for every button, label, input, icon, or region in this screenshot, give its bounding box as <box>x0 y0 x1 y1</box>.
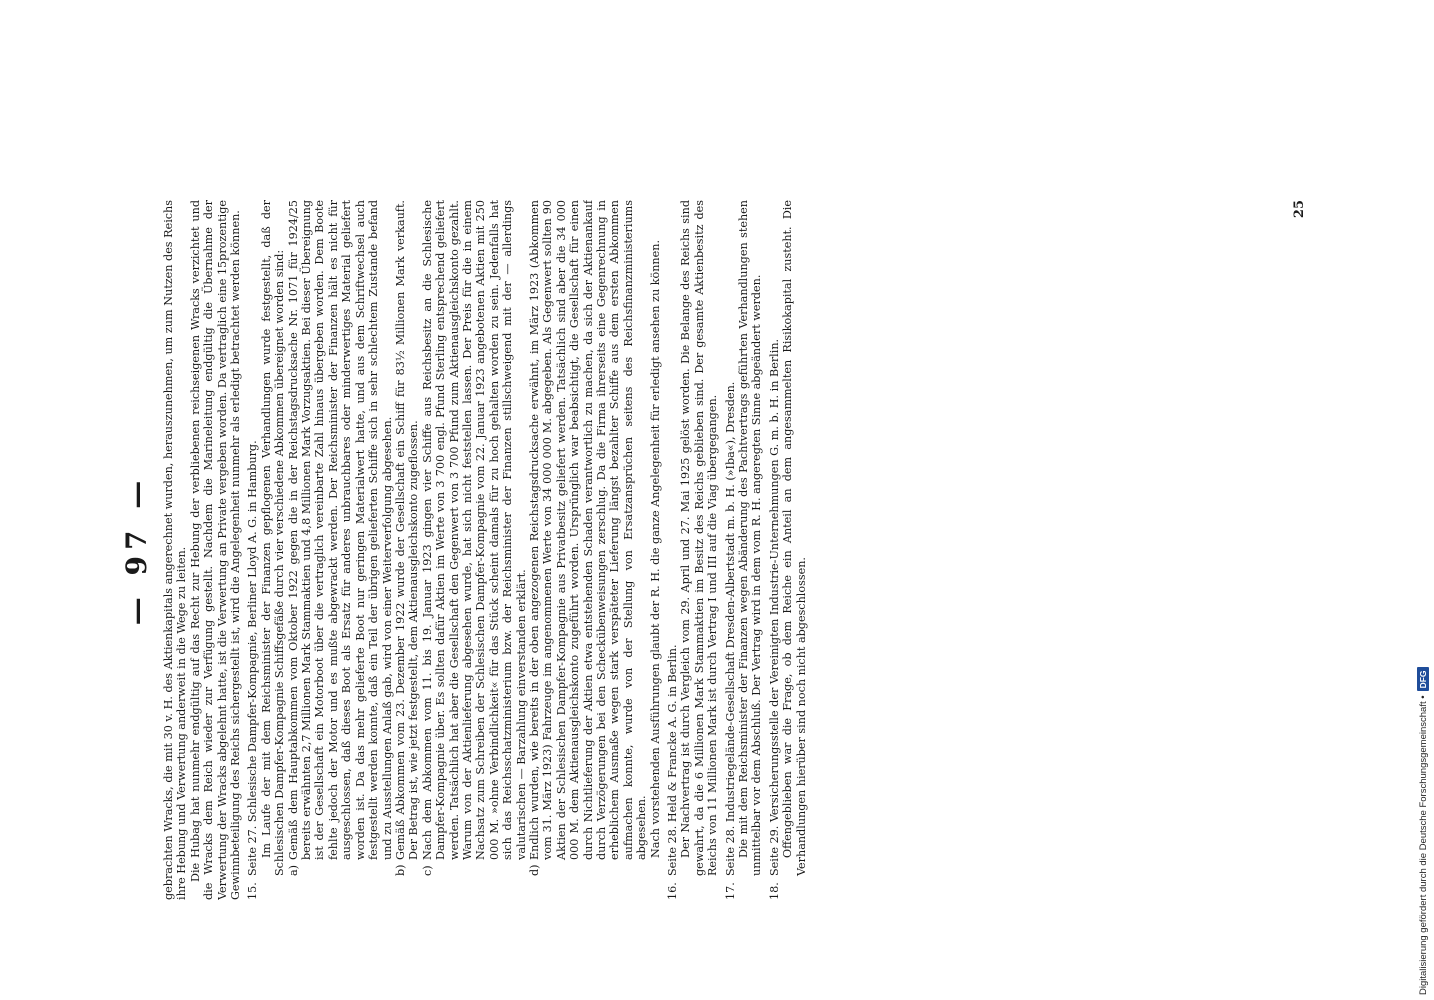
entry-heading: Seite 28. Held & Francke A. G. in Berlin. <box>666 644 680 876</box>
document-body <box>162 200 1287 900</box>
entry-text: Im Laufe der mit dem Reichsminister der Finanzen gepflogenen Verhandlungen wurde festgestellt, daß der Schlesischen Dampfer-Kompagnie Schiffsgefäße durch vier verschiedene Abkommen übereignet worden sind: <box>259 200 287 876</box>
entry-heading: Seite 29. Versicherungsstelle der Vereinigten Industrie-Unternehmungen G. m. b. H. in Berlin. <box>767 338 781 876</box>
sub-item-d <box>528 200 649 876</box>
entry-number: 17. <box>723 882 737 900</box>
entry-closing: Nach vorstehenden Ausführungen glaubt der R. H. die ganze Angelegenheit für erledigt ansehen zu können. <box>648 239 662 858</box>
sub-label: d) <box>527 864 541 876</box>
entry-heading: Seite 27. Schlesische Dampfer-Kompagnie, Berliner Lloyd A. G. in Hamburg. <box>246 440 260 876</box>
entry-17 <box>724 200 764 900</box>
sub-item-c <box>421 200 528 876</box>
entry-15 <box>246 200 662 900</box>
dfg-logo-icon: DFG <box>1417 667 1429 691</box>
entry-16 <box>666 200 720 900</box>
entry-text: Der Nachvertrag ist durch Vergleich vom 29. April und 27. Mai 1925 gelöst worden. Die Belange des Reichs sind gewahrt, da die 6 Millionen Mark Stammaktien im Besitz des Reichs geblieben sind. Der gesamte Aktienbesitz des Reichs von 11 Millionen Mark ist durch Vertrag I und III auf die Viag übergegangen. <box>679 200 720 876</box>
entry-heading: Seite 28. Industriegelände-Gesellschaft Dresden-Albertstadt m. b. H. (»Iba«), Dresden. <box>723 381 737 876</box>
sub-label: a) <box>286 864 300 876</box>
entry-number: 16. <box>666 882 680 900</box>
sub-item-a <box>287 200 394 876</box>
sub-text: Gemäß Abkommen vom 23. Dezember 1922 wurde der Gesellschaft ein Schiff für 83½ Millionen Mark verkauft. Der Betrag ist, wie jetzt festgestellt, dem Aktienausgleichskonto zugeflossen. <box>393 200 421 860</box>
intro-paragraph-2: Die Hubag hat nunmehr endgültig auf das Recht zur Hebung der verbliebenen reichseigenen Wracks verzichtet und die Wracks dem Reich wieder zur Verfügung gestellt. Nachdem die Marineleitung endgültig die Übernahme der Verwertung der Wracks abgelehnt hatte, ist die Verwertung an Private vergeben worden. Da vertraglich eine 15prozentige Gewinnbeteiligung des Reichs sichergestellt ist, wird die Angelegenheit nunmehr als erledigt betrachtet werden können. <box>188 200 243 900</box>
signature-mark: 25 <box>1292 200 1307 219</box>
entry-number: 18. <box>767 882 781 900</box>
sub-text: Nach dem Abkommen vom 11. bis 19. Januar 1923 gingen vier Schiffe aus Reichsbesitz an die Schlesische Dampfer-Kompagnie über. Es sollten dafür Aktien im Werte von 3 700 engl. Pfund Sterling entsprechend geliefert werden. Tatsächlich hat aber die Gesellschaft den Gegenwert von 3 700 Pfund zum Aktienausgleichskonto gezahlt. Warum von der Aktienlieferung abgesehen wurde, hat sich nicht feststellen lassen. Der Preis für die in einem Nachsatz zum Schreiben der Schlesischen Dampfer-Kompagnie vom 22. Januar 1923 angebotenen Aktien mit 250 000 M. »ohne Verbindlichkeit« für das Stück scheint damals für zu hoch gehalten worden zu sein. Jedenfalls hat sich das Reichsschatzministerium bzw. der Reichsminister der Finanzen stillschweigend mit der — allerdings valutarischen — Barzahlung einverstanden erklärt. <box>420 200 528 860</box>
sub-item-b <box>394 200 421 876</box>
entry-number: 15. <box>246 882 260 900</box>
dfg-credit <box>1416 495 1430 995</box>
page-header: — 97 — <box>120 474 153 626</box>
sub-text: Gemäß dem Hauptabkommen vom Oktober 1922 gegen die in der Reichstagsdrucksache Nr. 1071 für 1924/25 bereits erwähnten 2,7 Millionen Mark Stammaktien und 4,8 Millionen Mark Vorzugsaktien. Bei dieser Übereignung ist der Gesellschaft ein Motorboot über die vertraglich vereinbarte Zahl hinaus übergeben worden. Dem Boote fehlte jedoch der Motor und es mußte abgewrackt werden. Der Reichsminister der Finanzen hält es nicht für ausgeschlossen, daß dieses Boot als Ersatz für anderes unbrauchbares oder minderwertiges Material geliefert worden ist. Da das mehr gelieferte Boot nur geringen Materialwert hatte, und aus dem Schriftwechsel auch festgestellt werden konnte, daß ein Teil der übrigen gelieferten Schiffe sich in sehr schlechtem Zustande befand und zu Ausstellungen Anlaß gab, wird von einer Weiterverfolgung abgesehen. <box>286 200 394 860</box>
rotated-page <box>120 200 1320 900</box>
sub-label: b) <box>393 864 407 876</box>
entry-text: Die mit dem Reichsminister der Finanzen wegen Abänderung des Pachtvertrags geführten Verhandlungen stehen unmittelbar vor dem Abschluß. Der Vertrag wird in dem vom R. H. angeregten Sinne abgeändert werden. <box>737 200 764 876</box>
dfg-credit-text: Digitalisierung gefördert durch die Deutsche Forschungsgemeinschaft • <box>1417 695 1429 995</box>
entry-18 <box>768 200 808 900</box>
sub-text: Endlich wurden, wie bereits in der oben angezogenen Reichstagsdrucksache erwähnt, im März 1923 (Abkommen vom 31. März 1923) Fahrzeuge im angenommenen Werte von 34 000 000 M. abgegeben. Als Gegenwert sollten 90 Aktien der Schlesischen Dampfer-Kompagnie aus Privatbesitz geliefert werden. Tatsächlich sind aber die 34 000 000 M. dem Aktienausgleichskonto zugeführt worden. Ursprünglich war beabsichtigt, die Gesellschaft für einen durch Nichtlieferung der Aktien etwa entstehenden Schaden verantwortlich zu machen, da sich der Aktienankauf durch Verzögerungen bei den Scheckübenweisungen zerschlug. Da die Firma ihrerseits eine Gegenrechnung in erheblichem Ausmaße wegen stark verspäteter Lieferung längst bezahlter Schiffe aus dem ersten Abkommen aufmachen konnte, wurde von der Stellung von Ersatzansprüchen seitens des Reichsfinanzministeriums abgesehen. <box>527 200 649 860</box>
entry-text: Offengeblieben war die Frage, ob dem Reiche ein Anteil an dem angesammelten Risikokapital zusteht. Die Verhandlungen hierüber sind noch nicht abgeschlossen. <box>781 200 808 876</box>
intro-paragraph: gebrachten Wracks, die mit 30 v. H. des Aktienkapitals angerechnet wurden, herauszunehmen, um zum Nutzen des Reichs ihre Hebung und Verwertung anderweit in die Wege zu leiten. <box>162 200 189 900</box>
sub-label: c) <box>420 865 434 876</box>
